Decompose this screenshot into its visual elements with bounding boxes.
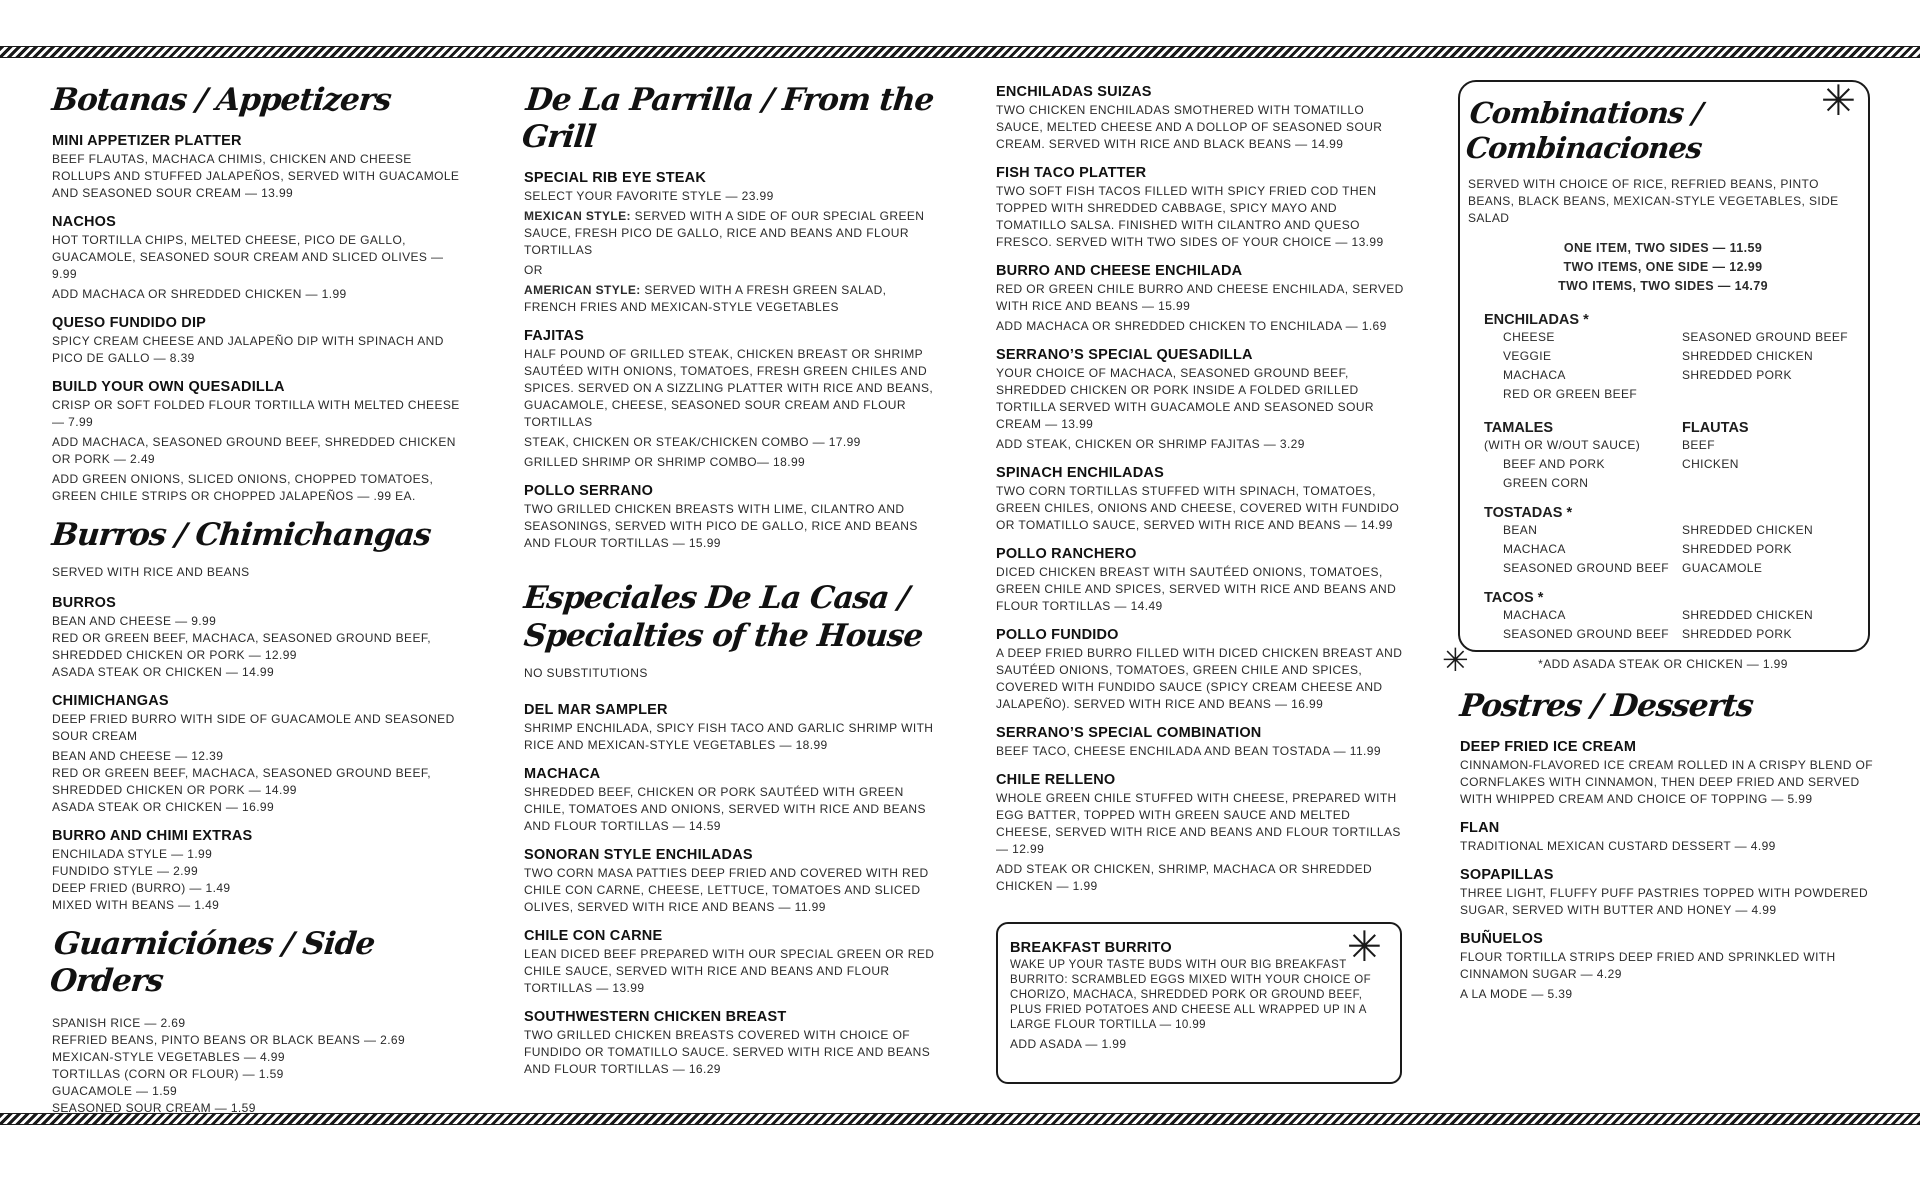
breakfast-burrito-box bbox=[996, 922, 1402, 1084]
spacer bbox=[524, 564, 936, 572]
item-desc: SPICY CREAM CHEESE AND JALAPEÑO DIP WITH SPINACH AND PICO DE GALLO — 8.39 bbox=[52, 334, 444, 366]
item-add-on: ADD STEAK, CHICKEN OR SHRIMP FAJITAS — 3.29 bbox=[996, 437, 1305, 451]
group-title: FLAUTAS bbox=[1682, 419, 1749, 436]
item-desc: FLOUR TORTILLA STRIPS DEEP FRIED AND SPRINKLED WITH CINNAMON SUGAR — 4.29 bbox=[1460, 950, 1836, 982]
item-name: MACHACA bbox=[524, 765, 601, 782]
item-line: BEAN AND CHEESE — 12.39 bbox=[52, 749, 224, 764]
item-name: SERRANO’S SPECIAL QUESADILLA bbox=[996, 347, 1253, 363]
menu-item-fajitas bbox=[524, 328, 936, 471]
group-option: VEGGIE bbox=[1503, 348, 1552, 363]
group-option: CHICKEN bbox=[1682, 456, 1739, 471]
item-desc: TWO SOFT FISH TACOS FILLED WITH SPICY FRIED COD THEN TOPPED WITH SHREDDED CABBAGE, SPICY MAYO AND TOMATILLO SALSA. FINISHED WITH CILANTRO AND QUESO FRESCO. SERVED WITH TWO SIDES OF YOUR CHOICE — 13.99 bbox=[996, 184, 1384, 249]
side-item: SPANISH RICE — 2.69 bbox=[52, 1015, 186, 1030]
menu-item-mini-appetizer-platter bbox=[52, 133, 472, 202]
menu-item-flan bbox=[1460, 820, 1878, 855]
item-desc: SELECT YOUR FAVORITE STYLE — 23.99 bbox=[524, 189, 774, 204]
item-name: SERRANO’S SPECIAL COMBINATION bbox=[996, 725, 1262, 741]
menu-item-pollo-serrano bbox=[524, 483, 936, 552]
group-option: MACHACA bbox=[1503, 607, 1566, 622]
section-title-house-2: Specialties of the House bbox=[522, 617, 925, 654]
item-desc: CRISP OR SOFT FOLDED FLOUR TORTILLA WITH MELTED CHEESE — 7.99 bbox=[52, 398, 460, 430]
item-desc: THREE LIGHT, FLUFFY PUFF PASTRIES TOPPED WITH POWDERED SUGAR, SERVED WITH BUTTER AND HONEY — 4.99 bbox=[1460, 886, 1869, 918]
combo-group-tamales bbox=[1484, 416, 1682, 493]
group-col-left bbox=[1484, 328, 1682, 404]
column-appetizers-burros-sides bbox=[48, 74, 472, 1129]
item-add-on: ADD MACHACA, SEASONED GROUND BEEF, SHREDDED CHICKEN OR PORK — 2.49 bbox=[52, 435, 456, 467]
item-name: SPECIAL RIB EYE STEAK bbox=[524, 170, 706, 187]
combo-group-enchiladas bbox=[1484, 312, 1858, 404]
menu-item-deep-fried-ice-cream bbox=[1460, 739, 1878, 808]
item-desc: BEEF FLAUTAS, MACHACA CHIMIS, CHICKEN AND CHEESE ROLLUPS AND STUFFED JALAPEÑOS, SERVED WITH GUACAMOLE AND SEASONED SOUR CREAM — 13.99 bbox=[52, 152, 460, 201]
column-desserts bbox=[1460, 680, 1878, 1015]
item-desc: TWO CORN MASA PATTIES DEEP FRIED AND COVERED WITH RED CHILE CON CARNE, CHEESE, LETTUCE, TOMATOES AND SLICED OLIVES, SERVED WITH RICE AND BEANS — 11.99 bbox=[524, 865, 929, 914]
item-name: POLLO RANCHERO bbox=[996, 546, 1137, 562]
sparkle-icon: ✳ bbox=[1442, 641, 1469, 679]
section-note: SERVED WITH RICE AND BEANS bbox=[52, 565, 250, 580]
item-name: ENCHILADAS SUIZAS bbox=[996, 84, 1152, 100]
group-option: SHREDDED PORK bbox=[1682, 626, 1792, 641]
item-add-on: ADD MACHACA OR SHREDDED CHICKEN TO ENCHILADA — 1.69 bbox=[996, 319, 1387, 333]
style-label: MEXICAN STYLE: bbox=[524, 209, 631, 224]
group-option: SEASONED GROUND BEEF bbox=[1503, 626, 1670, 641]
group-col-left bbox=[1484, 521, 1682, 578]
rope-border-top bbox=[0, 46, 1920, 58]
group-option: GUACAMOLE bbox=[1682, 560, 1763, 575]
group-option: SHREDDED CHICKEN bbox=[1682, 348, 1814, 363]
item-desc: HALF POUND OF GRILLED STEAK, CHICKEN BREAST OR SHRIMP SAUTÉED WITH ONIONS, TOMATOES, FRESH GREEN CHILES AND SPICES. SERVED ON A SIZZLING PLATTER WITH RICE AND BEANS, GUACAMOLE, CHEESE, SEASONED SOUR CREAM AND FLOUR TORTILLAS bbox=[524, 347, 934, 430]
item-line: FUNDIDO STYLE — 2.99 bbox=[52, 864, 199, 879]
menu-item-chile-relleno bbox=[996, 772, 1406, 895]
group-options bbox=[1484, 606, 1858, 644]
group-option: SHREDDED CHICKEN bbox=[1682, 522, 1814, 537]
menu-item-sopapillas bbox=[1460, 867, 1878, 919]
side-item: GUACAMOLE — 1.59 bbox=[52, 1083, 178, 1098]
column-house-specials-continued bbox=[996, 84, 1406, 907]
side-item: SEASONED SOUR CREAM — 1.59 bbox=[52, 1100, 256, 1115]
group-title: TACOS * bbox=[1484, 589, 1544, 606]
item-name: FAJITAS bbox=[524, 328, 584, 345]
group-option: SHREDDED PORK bbox=[1682, 367, 1792, 382]
item-desc: TWO GRILLED CHICKEN BREASTS COVERED WITH CHOICE OF FUNDIDO OR TOMATILLO SAUCE. SERVED WITH RICE AND BEANS AND FLOUR TORTILLAS — 16.29 bbox=[524, 1027, 931, 1076]
item-name: SPINACH ENCHILADAS bbox=[996, 465, 1164, 481]
menu-item-southwestern-chicken bbox=[524, 1009, 936, 1078]
item-desc: TWO CORN TORTILLAS STUFFED WITH SPINACH, TOMATOES, GREEN CHILES, ONIONS AND CHEESE, COVERED WITH FUNDIDO OR TOMATILLO SAUCE, SERVED WITH RICE AND BEANS — 14.99 bbox=[996, 484, 1400, 532]
menu-item-chile-con-carne bbox=[524, 928, 936, 997]
section-note: NO SUBSTITUTIONS bbox=[524, 665, 648, 680]
item-desc: A DEEP FRIED BURRO FILLED WITH DICED CHICKEN BREAST AND SAUTÉED ONIONS, TOMATOES, GREEN CHILE AND SPICES, COVERED WITH FUNDIDO SAUCE (SPICY CREAM CHEESE AND JALAPEÑO). SERVED WITH RICE AND BEANS — 16.99 bbox=[996, 646, 1403, 711]
menu-item-burros bbox=[52, 595, 472, 681]
section-title-desserts: Postres / Desserts bbox=[1458, 688, 1755, 724]
item-add-on: ADD STEAK OR CHICKEN, SHRIMP, MACHACA OR SHREDDED CHICKEN — 1.99 bbox=[996, 862, 1373, 893]
menu-item-fish-taco-platter bbox=[996, 165, 1406, 251]
group-option: BEEF AND PORK bbox=[1503, 456, 1605, 471]
item-line: RED OR GREEN BEEF, MACHACA, SEASONED GROUND BEEF, SHREDDED CHICKEN OR PORK — 12.99 bbox=[52, 631, 431, 663]
group-options bbox=[1484, 328, 1858, 404]
item-name: FISH TACO PLATTER bbox=[996, 165, 1147, 181]
group-option: BEAN bbox=[1503, 522, 1538, 537]
menu-list-side-orders bbox=[52, 1015, 472, 1117]
menu-item-serrano-special-combination bbox=[996, 725, 1406, 760]
menu-item-serrano-special-quesadilla bbox=[996, 347, 1406, 453]
item-name: POLLO FUNDIDO bbox=[996, 627, 1119, 643]
combo-price: TWO ITEMS, ONE SIDE — 12.99 bbox=[1563, 259, 1763, 274]
menu-item-bunuelos bbox=[1460, 931, 1878, 1003]
group-note: (WITH OR W/OUT SAUCE) bbox=[1484, 437, 1641, 452]
group-option: BEEF bbox=[1682, 437, 1715, 452]
group-title: TAMALES bbox=[1484, 419, 1554, 436]
style-desc: SERVED WITH A FRESH GREEN SALAD, FRENCH FRIES AND MEXICAN-STYLE VEGETABLES bbox=[524, 283, 887, 315]
combo-price: ONE ITEM, TWO SIDES — 11.59 bbox=[1563, 240, 1763, 255]
menu-item-build-your-own-quesadilla bbox=[52, 379, 472, 505]
item-add-on: ADD ASADA — 1.99 bbox=[1010, 1037, 1127, 1051]
combo-group-tamales-flautas bbox=[1484, 416, 1858, 493]
sparkle-icon: ✳ bbox=[1346, 922, 1382, 971]
item-name: FLAN bbox=[1460, 820, 1500, 837]
group-option: MACHACA bbox=[1503, 541, 1566, 556]
group-option: SEASONED GROUND BEEF bbox=[1503, 560, 1670, 575]
section-title-combinations: Combinations / Combinaciones bbox=[1464, 96, 1704, 165]
menu-item-machaca bbox=[524, 766, 936, 835]
item-desc: LEAN DICED BEEF PREPARED WITH OUR SPECIAL GREEN OR RED CHILE SAUCE, SERVED WITH RICE AND BEANS AND FLOUR TORTILLAS — 13.99 bbox=[524, 946, 935, 995]
menu-item-pollo-fundido bbox=[996, 627, 1406, 713]
side-item: MEXICAN-STYLE VEGETABLES — 4.99 bbox=[52, 1049, 285, 1064]
item-name: POLLO SERRANO bbox=[524, 483, 654, 500]
combo-price: TWO ITEMS, TWO SIDES — 14.79 bbox=[1558, 278, 1768, 293]
group-options bbox=[1484, 521, 1858, 578]
group-option: MACHACA bbox=[1503, 367, 1566, 382]
style-desc: SERVED WITH A SIDE OF OUR SPECIAL GREEN SAUCE, FRESH PICO DE GALLO, RICE AND BEANS AND FLOUR TORTILLAS bbox=[524, 209, 925, 258]
menu-item-enchiladas-suizas bbox=[996, 84, 1406, 153]
combo-prices bbox=[1468, 239, 1858, 296]
style-mexican bbox=[524, 208, 936, 259]
item-desc: TWO CHICKEN ENCHILADAS SMOTHERED WITH TOMATILLO SAUCE, MELTED CHEESE AND A DOLLOP OF SEASONED SOUR CREAM. SERVED WITH RICE AND BLACK BEANS — 14.99 bbox=[996, 103, 1383, 151]
section-title-grill: De La Parrilla / From the Grill bbox=[520, 82, 936, 156]
side-item: TORTILLAS (CORN OR FLOUR) — 1.59 bbox=[52, 1066, 284, 1081]
item-add-on: ADD MACHACA OR SHREDDED CHICKEN — 1.99 bbox=[52, 287, 347, 302]
menu-item-burro-cheese-enchilada bbox=[996, 263, 1406, 335]
style-label: AMERICAN STYLE: bbox=[524, 283, 641, 298]
combo-group-flautas bbox=[1682, 416, 1858, 493]
side-item: REFRIED BEANS, PINTO BEANS OR BLACK BEANS — 2.69 bbox=[52, 1032, 406, 1047]
item-name: DEEP FRIED ICE CREAM bbox=[1460, 739, 1637, 756]
item-name: BURRO AND CHIMI EXTRAS bbox=[52, 828, 253, 845]
style-american bbox=[524, 282, 936, 316]
item-desc: WHOLE GREEN CHILE STUFFED WITH CHEESE, PREPARED WITH EGG BATTER, TOPPED WITH GREEN SAUCE AND MELTED CHEESE, SERVED WITH RICE AND BEANS AND FLOUR TORTILLAS — 12.99 bbox=[996, 791, 1401, 856]
combo-group-tostadas bbox=[1484, 505, 1858, 578]
item-name: NACHOS bbox=[52, 214, 117, 231]
item-name: DEL MAR SAMPLER bbox=[524, 701, 668, 718]
item-add-on: ADD GREEN ONIONS, SLICED ONIONS, CHOPPED TOMATOES, GREEN CHILE STRIPS OR CHOPPED JALAPEÑOS — .99 EA. bbox=[52, 472, 434, 504]
item-name: BURROS bbox=[52, 595, 117, 612]
item-line: MIXED WITH BEANS — 1.49 bbox=[52, 898, 220, 913]
item-desc: HOT TORTILLA CHIPS, MELTED CHEESE, PICO DE GALLO, GUACAMOLE, SEASONED SOUR CREAM AND SLICED OLIVES — 9.99 bbox=[52, 233, 444, 282]
section-title-house-1: Especiales De La Casa / bbox=[522, 580, 911, 617]
item-line: ENCHILADA STYLE — 1.99 bbox=[52, 847, 213, 862]
column-grill-house-specials bbox=[520, 74, 936, 1090]
item-desc: TWO GRILLED CHICKEN BREASTS WITH LIME, CILANTRO AND SEASONINGS, SERVED WITH PICO DE GALLO, RICE AND BEANS AND FLOUR TORTILLAS — 15.99 bbox=[524, 502, 918, 551]
item-name: BREAKFAST BURRITO bbox=[1010, 940, 1172, 956]
group-title: ENCHILADAS * bbox=[1484, 311, 1589, 328]
group-title: TOSTADAS * bbox=[1484, 504, 1573, 521]
item-name: SONORAN STYLE ENCHILADAS bbox=[524, 846, 753, 863]
item-desc: WAKE UP YOUR TASTE BUDS WITH OUR BIG BREAKFAST BURRITO: SCRAMBLED EGGS MIXED WITH YOUR CHOICE OF CHORIZO, MACHACA, SHREDDED PORK OR GROUND BEEF, PLUS FRIED POTATOES AND CHEESE ALL WRAPPED UP IN A LARGE FLOUR TORTILLA — 10.99 bbox=[1010, 959, 1372, 1031]
group-col-right bbox=[1682, 328, 1858, 404]
item-desc: YOUR CHOICE OF MACHACA, SEASONED GROUND BEEF, SHREDDED CHICKEN OR PORK INSIDE A FOLDED GRILLED TORTILLA SERVED WITH GUACAMOLE AND SEASONED SOUR CREAM — 13.99 bbox=[996, 366, 1374, 431]
item-name: CHIMICHANGAS bbox=[52, 693, 169, 710]
sparkle-icon: ✳ bbox=[1820, 76, 1856, 125]
menu-item-spinach-enchiladas bbox=[996, 465, 1406, 534]
item-name: SOUTHWESTERN CHICKEN BREAST bbox=[524, 1008, 787, 1025]
combo-desc: SERVED WITH CHOICE OF RICE, REFRIED BEANS, PINTO BEANS, BLACK BEANS, MEXICAN-STYLE VEGETABLES, SIDE SALAD bbox=[1468, 176, 1839, 225]
item-line: BEAN AND CHEESE — 9.99 bbox=[52, 614, 217, 629]
menu-item-chimichangas bbox=[52, 693, 472, 816]
item-line: ASADA STEAK OR CHICKEN — 16.99 bbox=[52, 800, 275, 815]
item-name: BUÑUELOS bbox=[1460, 931, 1543, 948]
item-line: STEAK, CHICKEN OR STEAK/CHICKEN COMBO — 17.99 bbox=[524, 435, 861, 450]
item-name: BURRO AND CHEESE ENCHILADA bbox=[996, 263, 1243, 279]
item-desc: SHREDDED BEEF, CHICKEN OR PORK SAUTÉED WITH GREEN CHILE, TOMATOES AND ONIONS, SERVED WITH RICE AND BEANS AND FLOUR TORTILLAS — 14.59 bbox=[524, 784, 926, 833]
group-option: SHREDDED CHICKEN bbox=[1682, 607, 1814, 622]
or-divider: OR bbox=[524, 263, 543, 278]
menu-item-del-mar-sampler bbox=[524, 702, 936, 754]
item-desc: CINNAMON-FLAVORED ICE CREAM ROLLED IN A CRISPY BLEND OF CORNFLAKES WITH CINNAMON, THEN DEEP FRIED AND SERVED WITH WHIPPED CREAM AND CHOICE OF TOPPING — 5.99 bbox=[1460, 758, 1873, 807]
combo-footnote: *ADD ASADA STEAK OR CHICKEN — 1.99 bbox=[1538, 656, 1788, 671]
item-name: MINI APPETIZER PLATTER bbox=[52, 133, 242, 150]
combo-group-tacos bbox=[1484, 590, 1858, 644]
item-desc: DICED CHICKEN BREAST WITH SAUTÉED ONIONS, TOMATOES, GREEN CHILE AND SPICES, SERVED WITH RICE AND BEANS AND FLOUR TORTILLAS — 14.49 bbox=[996, 565, 1397, 613]
item-line: GRILLED SHRIMP OR SHRIMP COMBO— 18.99 bbox=[524, 455, 806, 470]
group-col-right bbox=[1682, 606, 1858, 644]
section-title-burros: Burros / Chimichangas bbox=[50, 517, 433, 554]
item-name: SOPAPILLAS bbox=[1460, 867, 1554, 884]
item-desc: TRADITIONAL MEXICAN CUSTARD DESSERT — 4.99 bbox=[1460, 839, 1776, 854]
item-line: DEEP FRIED (BURRO) — 1.49 bbox=[52, 881, 231, 896]
group-option: SHREDDED PORK bbox=[1682, 541, 1792, 556]
item-line: ASADA STEAK OR CHICKEN — 14.99 bbox=[52, 665, 275, 680]
item-add-on: A LA MODE — 5.39 bbox=[1460, 987, 1573, 1002]
menu-item-nachos bbox=[52, 214, 472, 303]
combinations-box bbox=[1442, 76, 1870, 679]
section-title-appetizers: Botanas / Appetizers bbox=[50, 82, 393, 118]
menu-item-pollo-ranchero bbox=[996, 546, 1406, 615]
item-desc: DEEP FRIED BURRO WITH SIDE OF GUACAMOLE AND SEASONED SOUR CREAM bbox=[52, 712, 455, 744]
group-option: GREEN CORN bbox=[1503, 475, 1589, 490]
menu-item-sonoran-enchiladas bbox=[524, 847, 936, 916]
group-option: CHEESE bbox=[1503, 329, 1555, 344]
group-option: SEASONED GROUND BEEF bbox=[1682, 329, 1849, 344]
group-col-left bbox=[1484, 606, 1682, 644]
item-name: BUILD YOUR OWN QUESADILLA bbox=[52, 379, 285, 396]
item-desc: SHRIMP ENCHILADA, SPICY FISH TACO AND GARLIC SHRIMP WITH RICE AND MEXICAN-STYLE VEGETABLES — 18.99 bbox=[524, 720, 934, 752]
group-col-right bbox=[1682, 521, 1858, 578]
item-name: CHILE CON CARNE bbox=[524, 927, 663, 944]
item-desc: RED OR GREEN CHILE BURRO AND CHEESE ENCHILADA, SERVED WITH RICE AND BEANS — 15.99 bbox=[996, 282, 1404, 313]
section-title-sides: Guarniciónes / Side Orders bbox=[48, 926, 377, 1000]
item-name: QUESO FUNDIDO DIP bbox=[52, 315, 207, 332]
item-desc: BEEF TACO, CHEESE ENCHILADA AND BEAN TOSTADA — 11.99 bbox=[996, 744, 1381, 758]
item-line: RED OR GREEN BEEF, MACHACA, SEASONED GROUND BEEF, SHREDDED CHICKEN OR PORK — 14.99 bbox=[52, 766, 431, 798]
menu-item-rib-eye-steak bbox=[524, 170, 936, 316]
menu-item-queso-fundido-dip bbox=[52, 315, 472, 367]
group-option: RED OR GREEN BEEF bbox=[1503, 386, 1638, 401]
menu-item-burro-chimi-extras bbox=[52, 828, 472, 914]
item-name: CHILE RELLENO bbox=[996, 772, 1116, 788]
